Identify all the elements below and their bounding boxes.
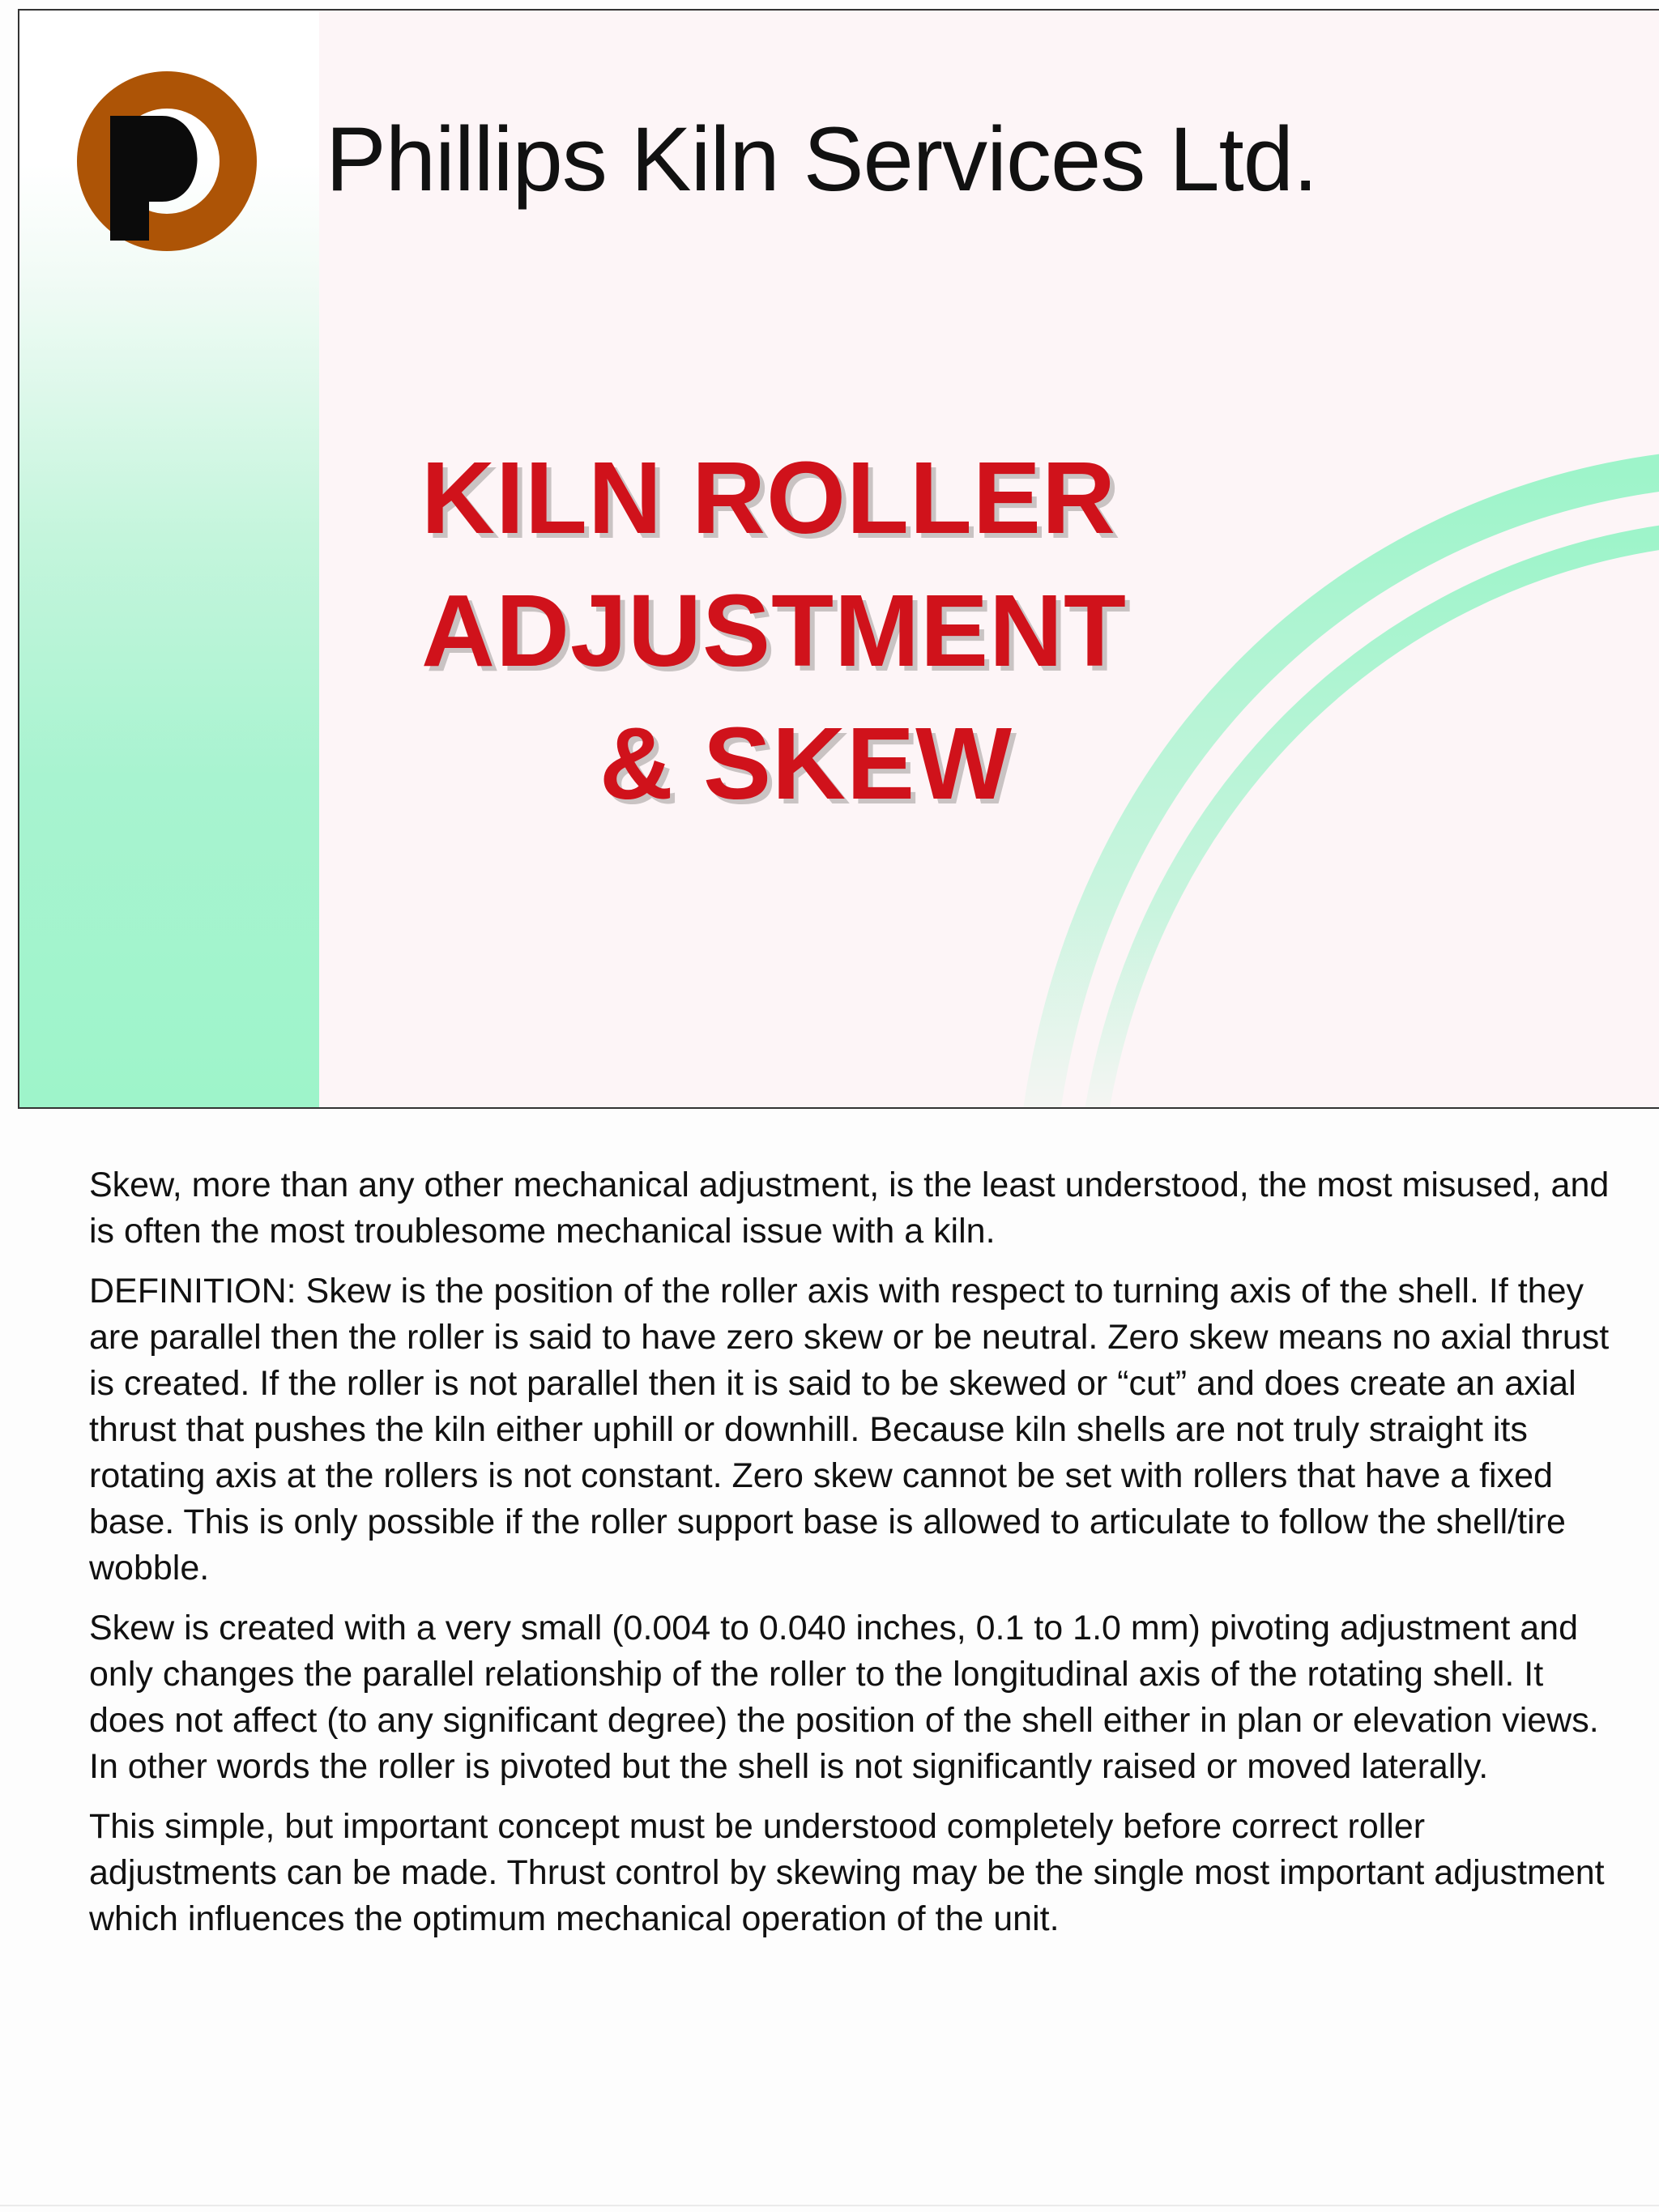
slide-title xyxy=(421,432,1272,829)
paragraph-concept: This simple, but important concept must be understood completely before correct roller adjustments can be made. Thrust control by skewing may be the single most important adjustment which influences the optimum mechanical operation of the unit. xyxy=(89,1807,1605,1938)
paragraph-intro: Skew, more than any other mechanical adjustment, is the least understood, the most misused, and is often the most troublesome mechanical issue with a kiln. xyxy=(89,1166,1610,1251)
paragraph-skew-creation: Skew is created with a very small (0.004 to 0.040 inches, 0.1 to 1.0 mm) pivoting adjustment and only changes the parallel relationship of the roller to the longitudinal axis of the rotating shell. It does not affect (to any significant degree) the position of the shell either in plan or elevation views. In other words the roller is pivoted but the shell is not significantly raised or moved laterally. xyxy=(89,1609,1599,1786)
company-name: Phillips Kiln Services Ltd. xyxy=(326,109,1318,210)
company-logo xyxy=(73,67,261,255)
title-slide xyxy=(18,9,1659,1109)
notes-text xyxy=(89,1162,1620,1956)
bottom-divider xyxy=(0,2205,1659,2206)
paragraph-definition: DEFINITION: Skew is the position of the roller axis with respect to turning axis of the shell. If they are parallel then the roller is said to have zero skew or be neutral. Zero skew means no axial thrust is created. If the roller is not parallel then it is said to be skewed or “cut” and does create an axial thrust that pushes the kiln either uphill or downhill. Because kiln shells are not truly straight its rotating axis at the rollers is not constant. Zero skew cannot be set with rollers that have a fixed base. This is only possible if the roller support base is allowed to articulate to follow the shell/tire wobble. xyxy=(89,1272,1610,1588)
title-line-2: ADJUSTMENT xyxy=(421,573,1128,688)
title-line-1: KILN ROLLER xyxy=(421,441,1116,555)
title-line-3: & SKEW xyxy=(599,705,1013,820)
